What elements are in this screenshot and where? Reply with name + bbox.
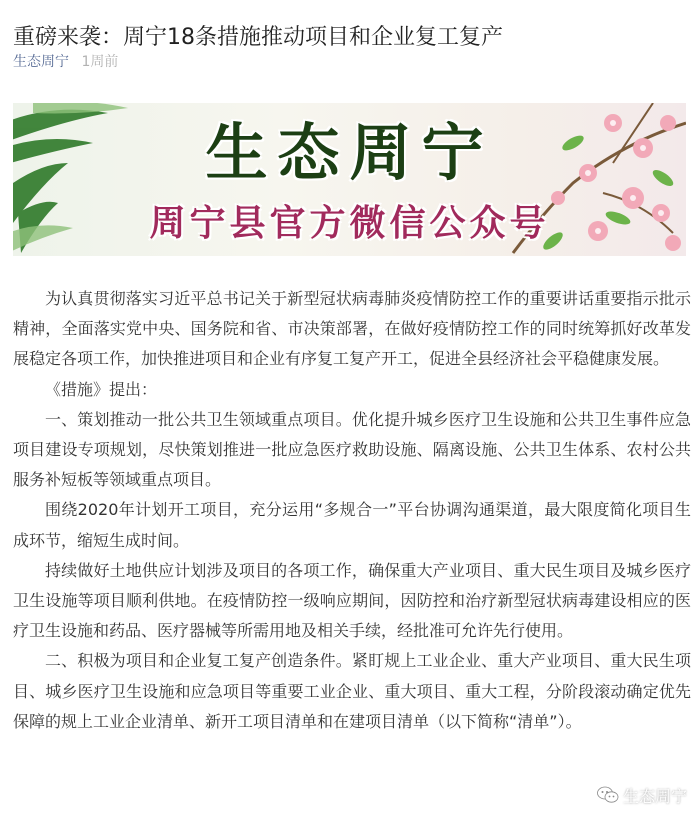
paragraph: 二、积极为项目和企业复工复产创造条件。紧盯规上工业企业、重大产业项目、重大民生项目、城乡医疗卫生设施和应急项目等重要工业企业、重大项目、重大工程，分阶段滚动确定优先保障的规上工业企业清单、新开工项目清单和在建项目清单（以下简称“清单”）。 (13, 651, 691, 731)
banner-title: 生态周宁 (205, 116, 494, 189)
author-link[interactable]: 生态周宁 (13, 54, 69, 70)
publish-time: 1周前 (81, 54, 119, 70)
paragraph: 围绕2020年计划开工项目，充分运用“多规合一”平台协调沟通渠道，最大限度简化项目生成环节，缩短生成时间。 (13, 500, 691, 550)
article-title: 重磅来袭：周宁18条措施推动项目和企业复工复产 (13, 24, 503, 50)
paragraph: 为认真贯彻落实习近平总书记关于新型冠状病毒肺炎疫情防控工作的重要讲话重要指示批示精神，全面落实党中央、国务院和省、市决策部署，在做好疫情防控工作的同时统筹抓好改革发展稳定各项工作，加快推进项目和企业有序复工复产开工，促进全县经济社会平稳健康发展。 (13, 289, 691, 369)
paragraph: 一、策划推动一批公共卫生领域重点项目。优化提升城乡医疗卫生设施和公共卫生事件应急项目建设专项规划，尽快策划推进一批应急医疗救助设施、隔离设施、公共卫生体系、农村公共服务补短板等领域重点项目。 (13, 409, 691, 490)
header-banner (13, 103, 686, 256)
paragraph: 《措施》提出： (45, 379, 158, 399)
paragraph: 持续做好土地供应计划涉及项目的各项工作，确保重大产业项目、重大民生项目及城乡医疗卫生设施等项目顺利供地。在疫情防控一级响应期间，因防控和治疗新型冠状病毒建设相应的医疗卫生设施和药品、医疗器械等所需用地及相关手续，经批准可允许先行使用。 (13, 560, 691, 641)
account-watermark (597, 781, 687, 809)
banner-subtitle: 周宁县官方微信公众号 (149, 202, 550, 244)
article-meta (13, 52, 118, 72)
article-body (13, 284, 691, 737)
wechat-icon (597, 786, 619, 804)
watermark-text: 生态周宁 (622, 786, 687, 806)
